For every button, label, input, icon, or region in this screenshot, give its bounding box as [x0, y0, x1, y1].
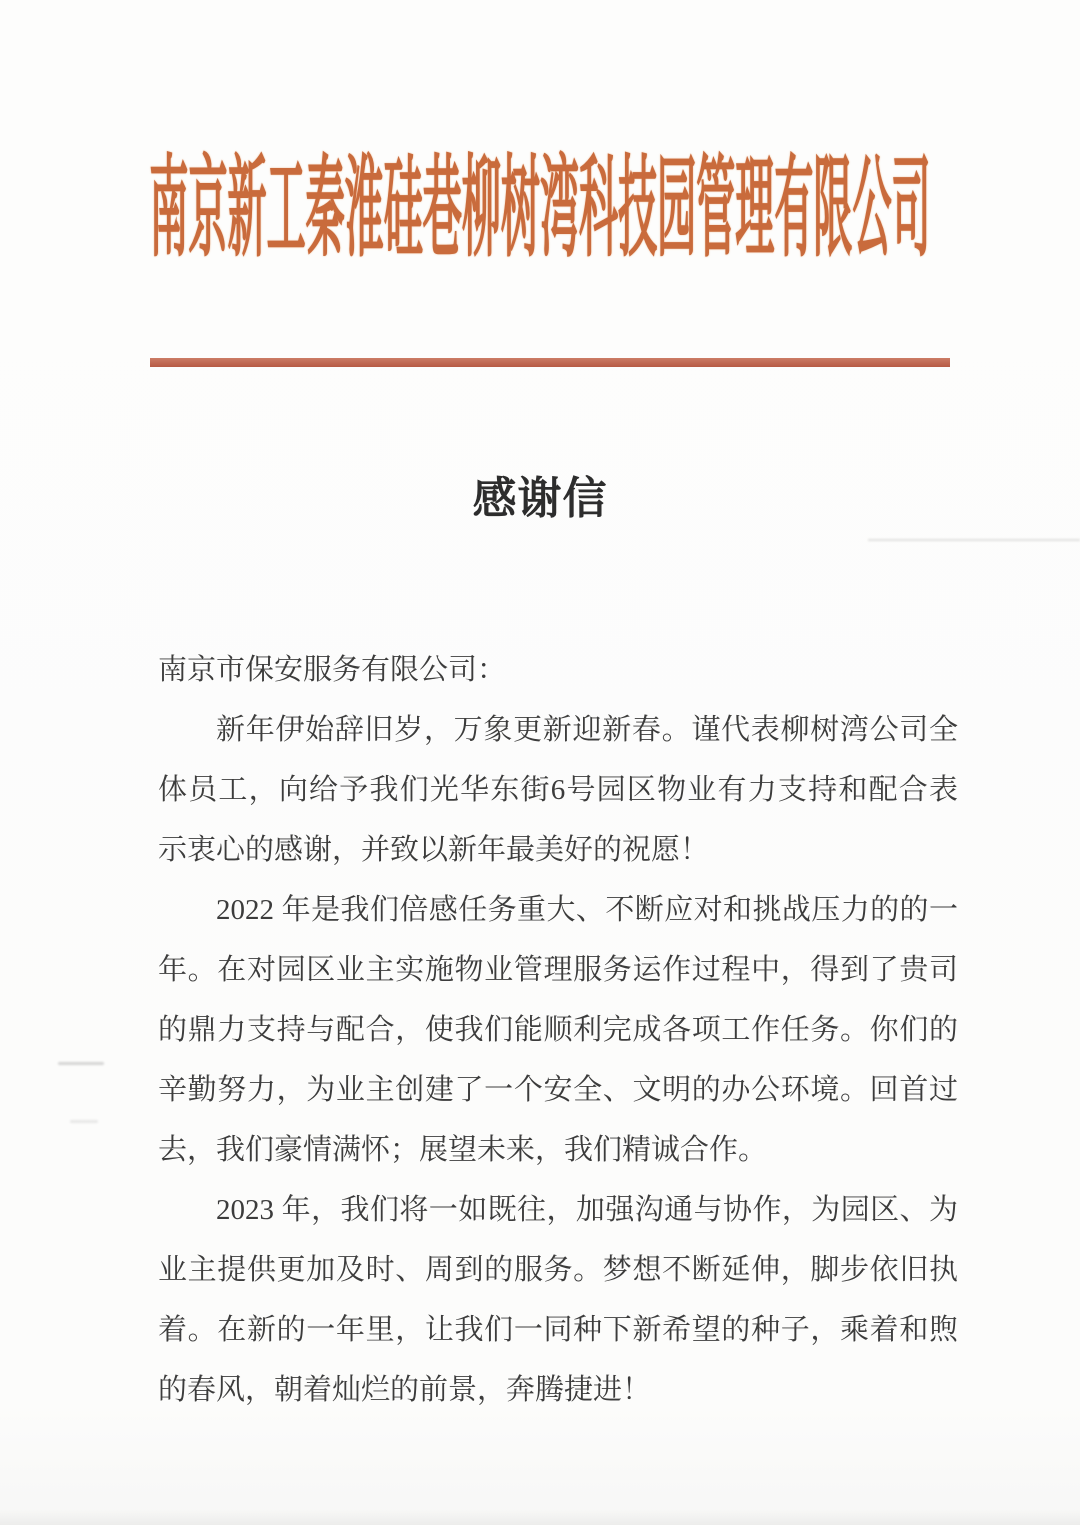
letter-line: 的春风，朝着灿烂的前景，奔腾捷进！: [158, 1374, 652, 1406]
scan-smudge-artifact: [58, 1062, 104, 1065]
letter-body: [158, 640, 958, 1420]
letter-line: 2022 年是我们倍感任务重大、不断应对和挑战压力的的一: [216, 894, 958, 926]
scan-edge-shadow: [0, 1509, 1080, 1525]
letter-line: 去，我们豪情满怀；展望未来，我们精诚合作。: [158, 1134, 768, 1166]
letterhead-divider: [150, 358, 950, 367]
letter-line: 年。在对园区业主实施物业管理服务运作过程中，得到了贵司: [158, 954, 958, 986]
letter-line: 新年伊始辞旧岁，万象更新迎新春。谨代表柳树湾公司全: [216, 714, 958, 746]
letter-title: 感谢信: [472, 474, 608, 523]
company-name: 南京新工秦淮硅巷柳树湾科技园管理有限公司: [149, 151, 931, 273]
letter-line: 示衷心的感谢，并致以新年最美好的祝愿！: [158, 834, 710, 866]
letter-line: 2023 年，我们将一如既往，加强沟通与协作，为园区、为: [216, 1194, 958, 1226]
letter-line: 辛勤努力，为业主创建了一个安全、文明的办公环境。回首过: [158, 1074, 958, 1106]
letter-line: 体员工，向给予我们光华东街6号园区物业有力支持和配合表: [158, 774, 958, 806]
letter-line: 业主提供更加及时、周到的服务。梦想不断延伸，脚步依旧执: [158, 1254, 958, 1286]
letter-line: 的鼎力支持与配合，使我们能顺利完成各项工作任务。你们的: [158, 1014, 958, 1046]
scan-smudge-artifact: [70, 1120, 98, 1123]
scan-crease-artifact: [868, 539, 1080, 541]
letter-line: 着。在新的一年里，让我们一同种下新希望的种子，乘着和煦: [158, 1314, 958, 1346]
letter-line: 南京市保安服务有限公司：: [158, 654, 507, 686]
